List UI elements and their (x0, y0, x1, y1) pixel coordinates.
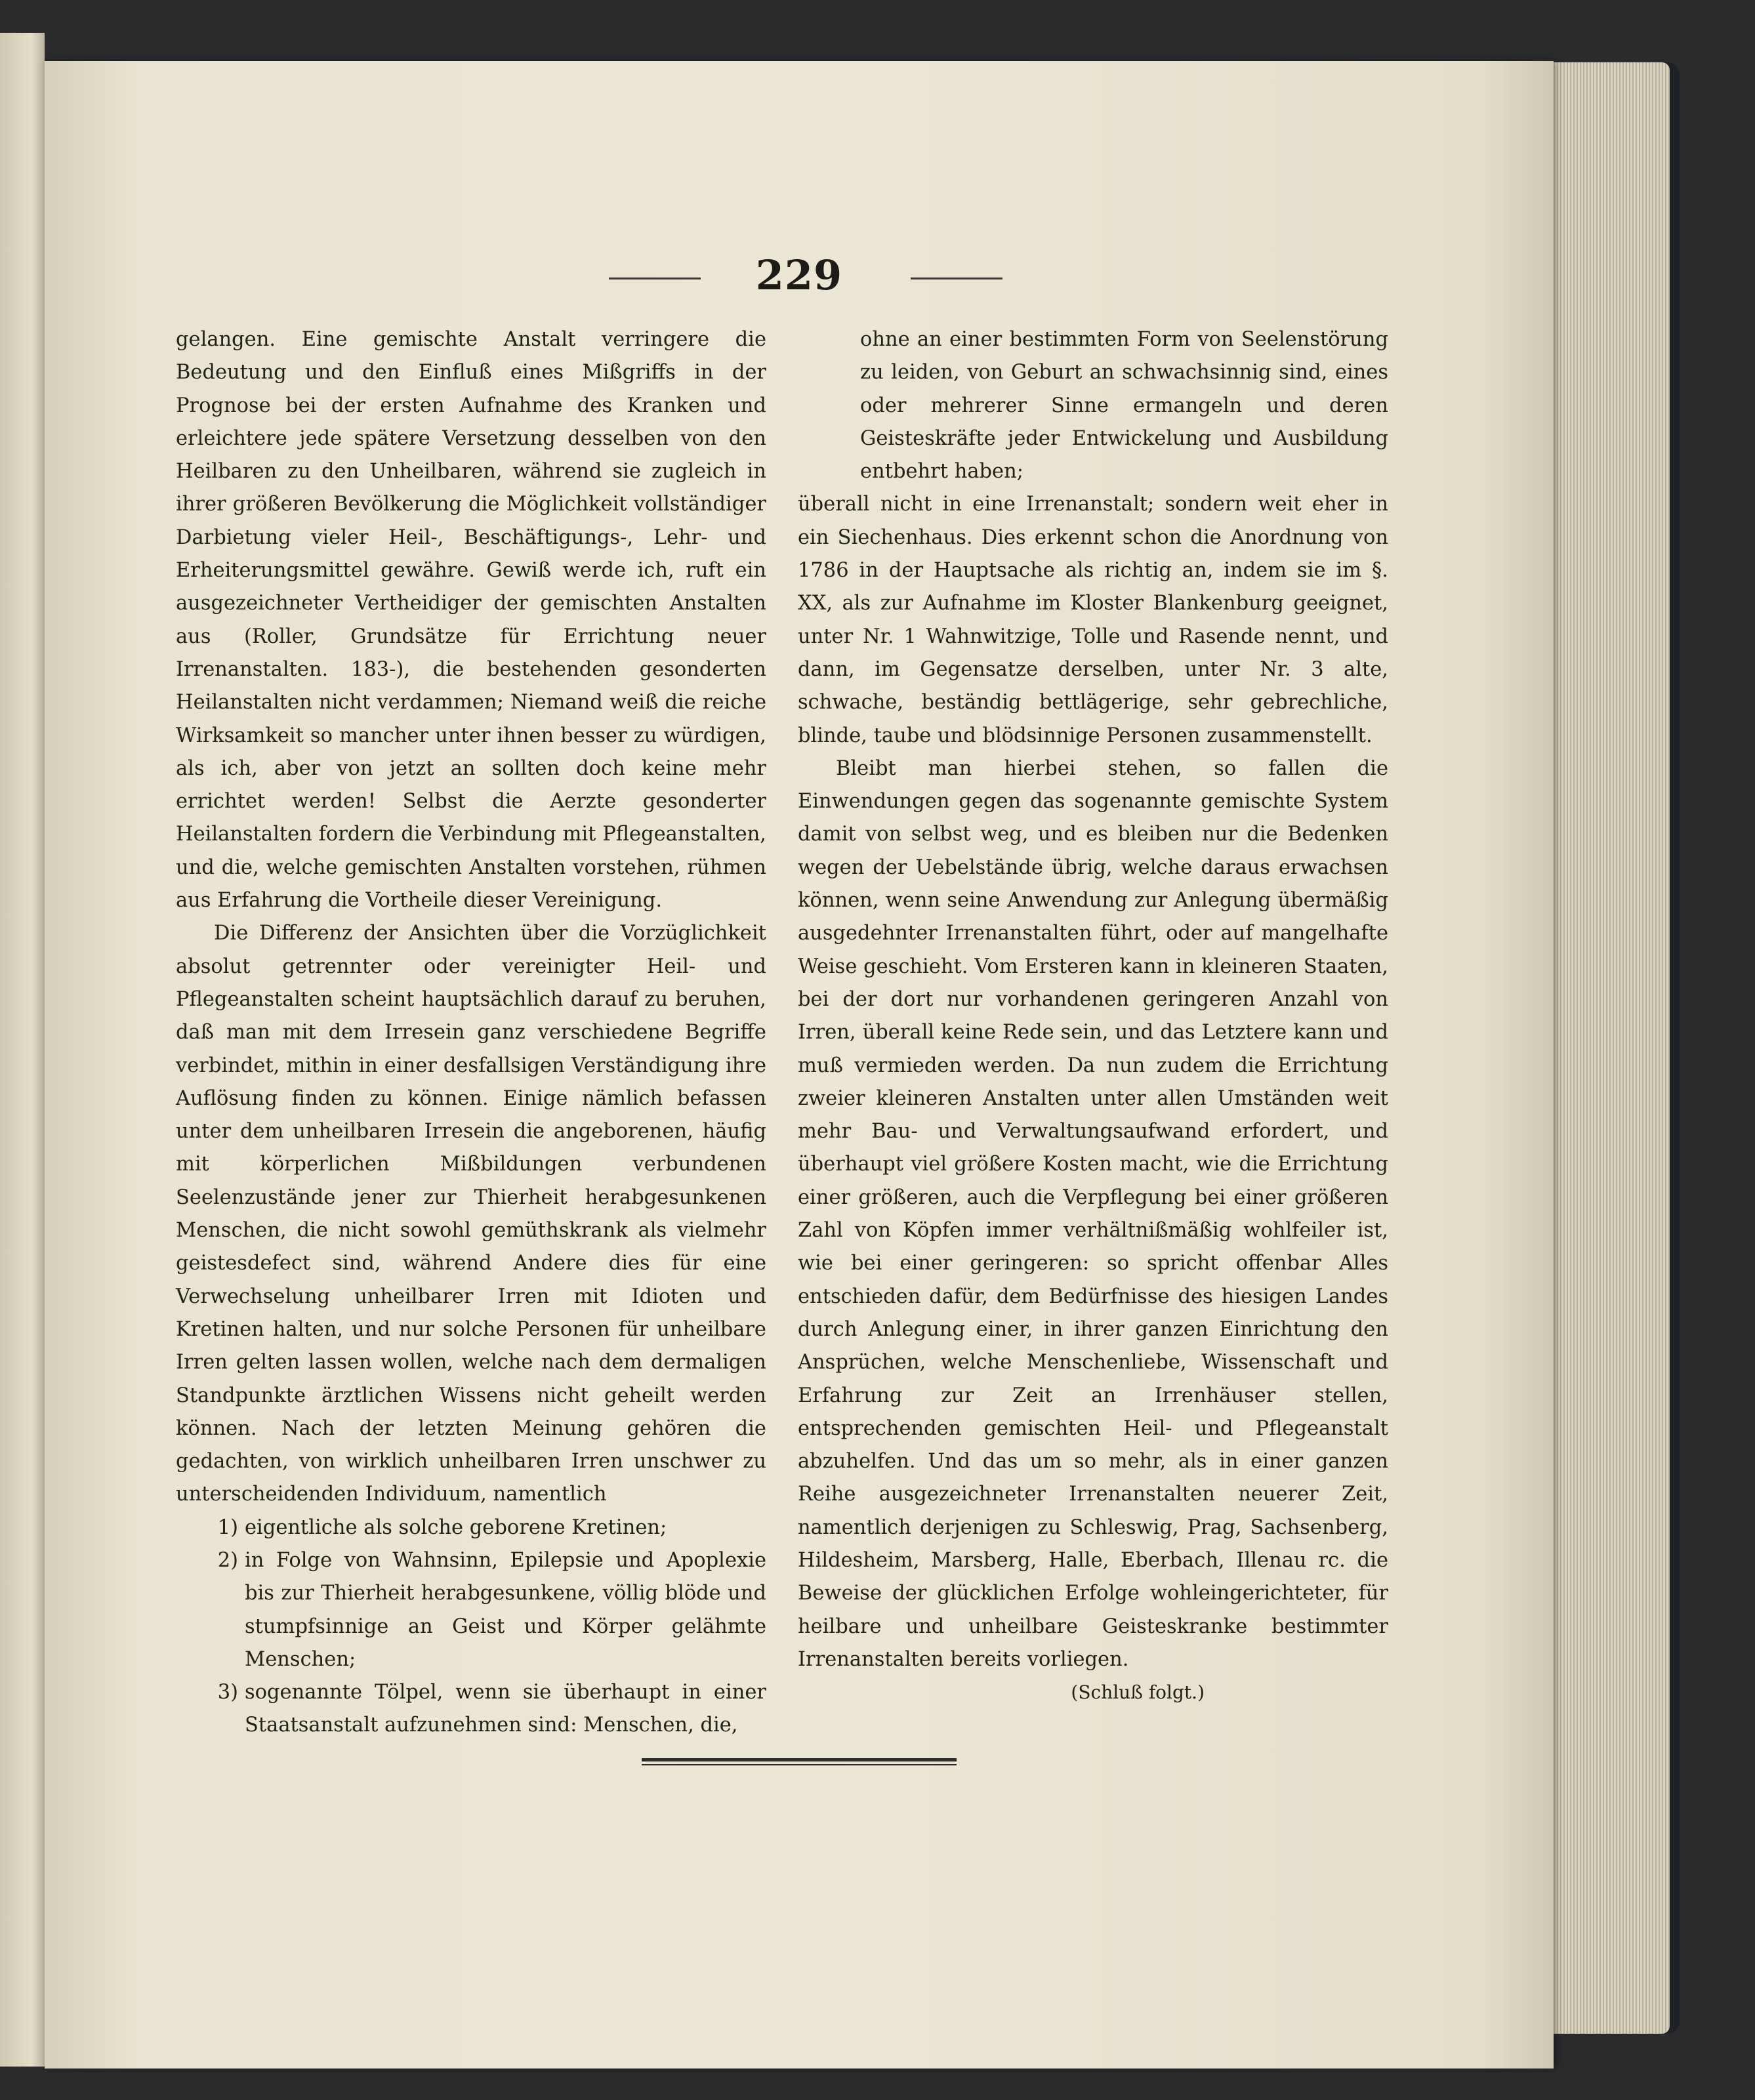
left-paragraph-2: Die Differenz der Ansichten über die Vorzüglichkeit absolut getrennter oder vereinigter Heil- und Pflegeanstalten scheint hauptsächlich darauf zu beruhen, daß man mit dem Irresein ganz verschiedene Begriffe verbindet, mithin in einer desfallsigen Verständigung ihre Auflösung finden zu können. Einige nämlich befassen unter dem unheilbaren Irresein die angeborenen, häufig mit körperlichen Mißbildungen verbundenen Seelenzustände jener zur Thierheit herabgesunkenen Menschen, die nicht sowohl gemüthskrank als vielmehr geistesdefect sind, während Andere dies für eine Verwechselung unheilbarer Irren mit Idioten und Kretinen halten, und nur solche Personen für unheilbare Irren gelten lassen wollen, welche nach dem dermaligen Standpunkte ärztlichen Wissens nicht geheilt werden können. Nach der letzten Meinung gehören die gedachten, von wirklich unheilbaren Irren unschwer zu unterscheidenden Individuum, namentlich (176, 922, 766, 1506)
list-item-2-text: in Folge von Wahnsinn, Epilepsie und Apoplexie bis zur Thierheit herabgesunkene, völlig blöde und stumpfsinnige an Geist und Körper gelähmte Menschen; (245, 1548, 766, 1671)
right-column (798, 323, 1388, 1709)
list-item-2 (176, 1544, 766, 1676)
end-rule-thick (642, 1758, 957, 1761)
list-item-1 (176, 1512, 766, 1544)
left-column (176, 323, 766, 1742)
list-item-3 (176, 1676, 766, 1742)
left-paragraph-1: gelangen. Eine gemischte Anstalt verringere die Bedeutung und den Einfluß eines Mißgriffs in der Prognose bei der ersten Aufnahme des Kranken und erleichtere jede spätere Versetzung desselben von den Heilbaren zu den Unheilbaren, während sie zugleich in ihrer größeren Bevölkerung die Möglichkeit vollständiger Darbietung vieler Heil-, Beschäftigungs-, Lehr- und Erheiterungsmittel gewähre. Gewiß werde ich, ruft ein ausgezeichneter Vertheidiger der gemischten Anstalten aus (Roller, Grundsätze für Errichtung neuer Irrenanstalten. 183-), die bestehenden gesonderten Heilanstalten nicht verdammen; Niemand weiß die reiche Wirksamkeit so mancher unter ihnen besser zu würdigen, als ich, aber von jetzt an sollten doch keine mehr errichtet werden! Selbst die Aerzte gesonderter Heilanstalten fordern die Verbindung mit Pflegeanstalten, und die, welche gemischten Anstalten vorstehen, rühmen aus Erfahrung die Vortheile dieser Vereinigung. (176, 328, 766, 913)
end-rule-thin (642, 1764, 957, 1765)
right-paragraph-1: überall nicht in eine Irrenanstalt; sondern weit eher in ein Siechenhaus. Dies erkennt schon die Anordnung von 1786 in der Hauptsache als richtig an, indem sie im §. XX, als zur Aufnahme im Kloster Blankenburg geeignet, unter Nr. 1 Wahnwitzige, Tolle und Rasende nennt, und dann, im Gegensatze derselben, unter Nr. 3 alte, schwache, beständig bettlägerige, sehr gebrechliche, blinde, taube und blödsinnige Personen zusammenstellt. (798, 493, 1388, 747)
right-paragraph-2: Bleibt man hierbei stehen, so fallen die Einwendungen gegen das sogenannte gemischte System damit von selbst weg, und es bleiben nur die Bedenken wegen der Uebelstände übrig, welche daraus erwachsen können, wenn seine Anwendung zur Anlegung übermäßig ausgedehnter Irrenanstalten führt, oder auf mangelhafte Weise geschieht. Vom Ersteren kann in kleineren Staaten, bei der dort nur vorhandenen geringeren Anzahl von Irren, überall keine Rede sein, und das Letztere kann und muß vermieden werden. Da nun zudem die Errichtung zweier kleineren Anstalten unter allen Umständen weit mehr Bau- und Verwaltungsaufwand erfordert, und überhaupt viel größere Kosten macht, wie die Errichtung einer größeren, auch die Verpflegung bei einer größeren Zahl von Köpfen immer verhältnißmäßig wohlfeiler ist, wie bei einer geringeren: so spricht offenbar Alles entschieden dafür, dem Bedürfnisse des hiesigen Landes durch Anlegung einer, in ihrer ganzen Einrichtung den Ansprüchen, welche Menschenliebe, Wissenschaft und Erfahrung zur Zeit an Irrenhäuser stellen, entsprechenden gemischten Heil- und Pflegeanstalt abzuhelfen. Und das um so mehr, als in einer ganzen Reihe ausgezeichneter Irrenanstalten neuerer Zeit, namentlich derjenigen zu Schleswig, Prag, Sachsenberg, Hildesheim, Marsberg, Halle, Eberbach, Illenau rc. die Beweise der glücklichen Erfolge wohleingerichteter, für heilbare und unheilbare Geisteskranke bestimmter Irrenanstalten bereits vorliegen. (798, 756, 1388, 1671)
list-item-3-number: 3) (217, 1681, 238, 1704)
header-rule-right (911, 278, 1002, 279)
list-item-1-number: 1) (217, 1515, 238, 1539)
closing-note: (Schluß folgt.) (1071, 1681, 1205, 1704)
book-page (45, 61, 1554, 2069)
page-header (45, 251, 1554, 297)
end-rule (642, 1758, 957, 1765)
list-item-1-text: eigentliche als solche geborene Kretinen; (245, 1515, 667, 1539)
list-item-3-continuation: ohne an einer bestimmten Form von Seelenstörung zu leiden, von Geburt an schwachsinnig sind, eines oder mehrerer Sinne ermangeln und deren Geisteskräfte jeder Entwickelung und Ausbildung entbehrt haben; (860, 328, 1388, 484)
list-item-3-text: sogenannte Tölpel, wenn sie überhaupt in einer Staatsanstalt aufzunehmen sind: Menschen, die, (245, 1681, 766, 1737)
header-rule-left (609, 278, 701, 279)
list-item-2-number: 2) (217, 1548, 238, 1572)
previous-page-edge (0, 33, 45, 2067)
page-number: 229 (755, 251, 843, 299)
